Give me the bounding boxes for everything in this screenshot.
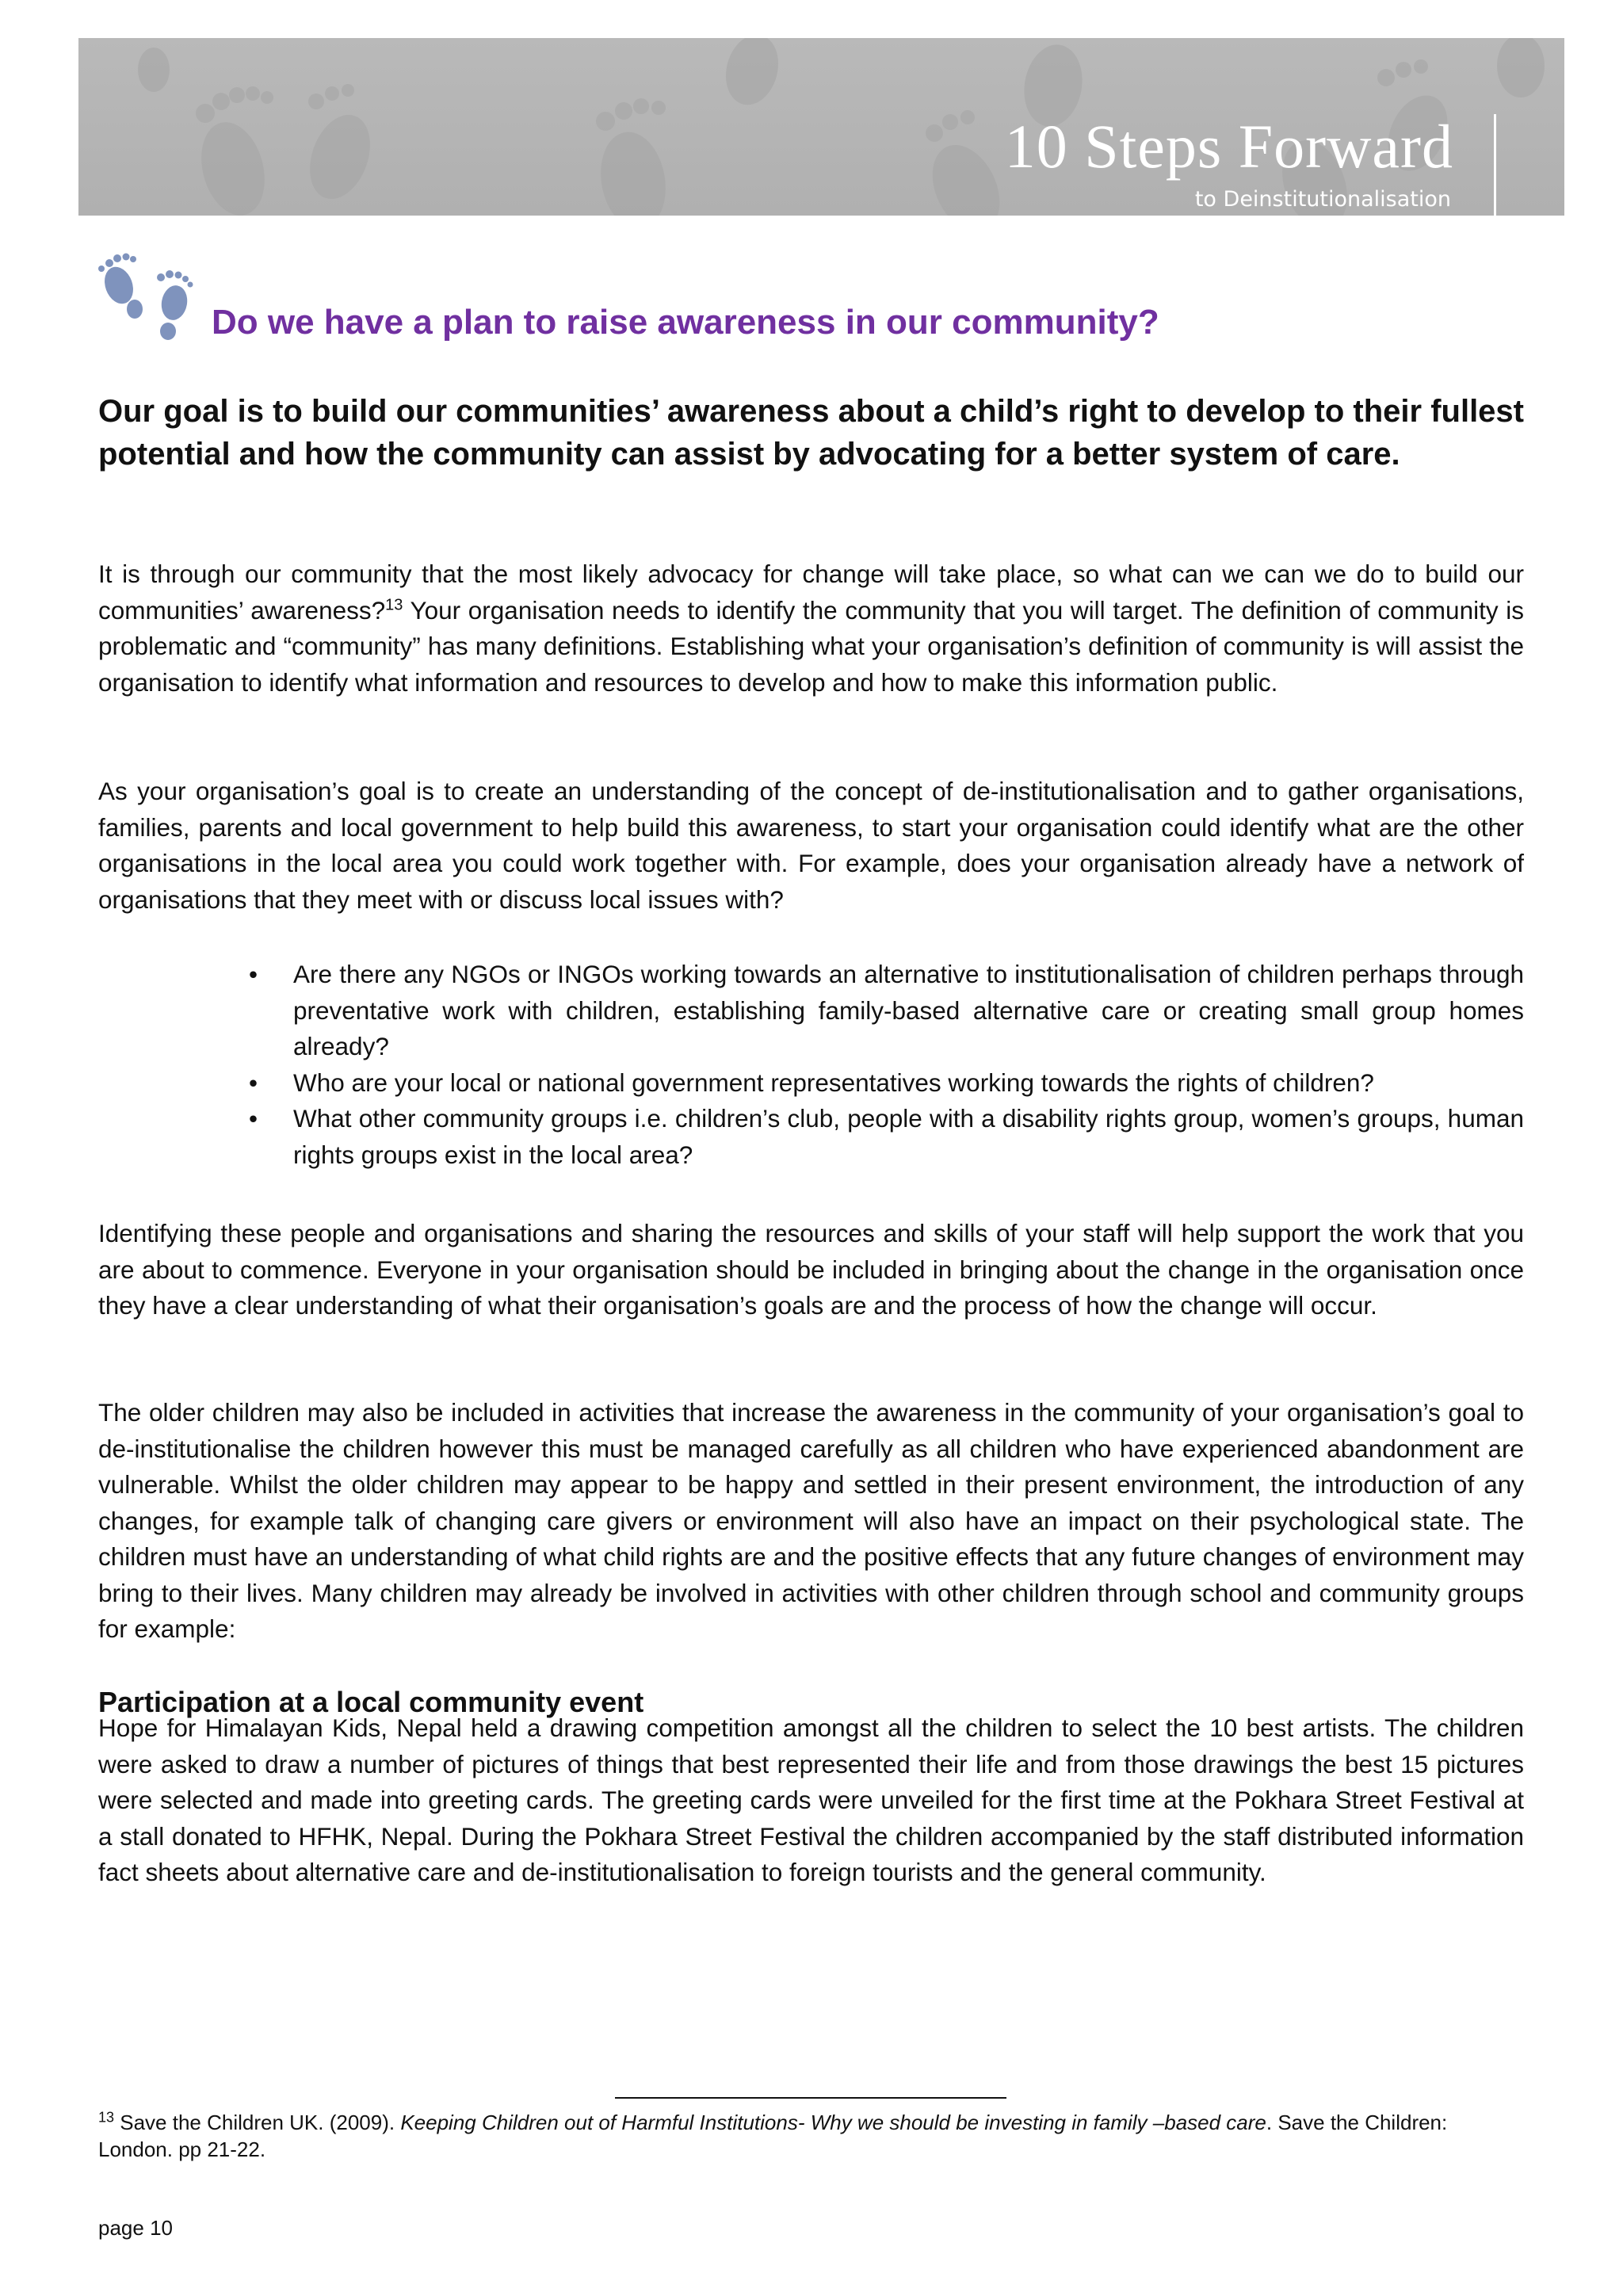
paragraph-4: The older children may also be included in activities that increase the awareness in the community of your organisation’s goal to de-institutionalise the children however this must be managed carefully as all children who have experienced abandonment are vulnerable. Whilst the older children may appear to be happy and settled in their present environment, the introduction of any changes, for example talk of changing care givers or environment will also have an impact on their psychological state. The children must have an understanding of what child rights are and the positive effects that any future changes of environment may bring to their lives. Many children may already be involved in activities with other children through school and community groups for example: (98, 1398, 1524, 1643)
header-banner (78, 38, 1564, 216)
list-item (238, 1101, 1524, 1173)
bullet-marker: • (249, 1104, 258, 1133)
footnote-text-before: Save the Children UK. (2009). (114, 2111, 401, 2134)
section-heading: Do we have a plan to raise awareness in our community? (212, 303, 1159, 342)
list-item-text: Who are your local or national government representatives working towards the rights of children? (293, 1068, 1374, 1097)
footnote-divider (615, 2097, 1006, 2099)
bullet-marker: • (249, 960, 258, 988)
paragraph-3: Identifying these people and organisations and sharing the resources and skills of your staff will help support the work that you are about to commence. Everyone in your organisation should be included in bringing about the change in the organisation once they have a clear understanding of what their organisation’s goals are and the process of how the change will occur. (98, 1219, 1524, 1320)
footnote-reference[interactable]: 13 (385, 596, 403, 613)
footnote-text-after: . Save the Children: London. pp 21-22. (98, 2111, 1448, 2161)
footprints-icon (95, 252, 202, 343)
paragraph-1-text-a: It is through our community that the most likely advocacy for change will take place, so what can we can we do to build our communities’ awareness? (98, 560, 1524, 625)
banner-title: 10 Steps Forward (1004, 112, 1453, 181)
footnote-title: Keeping Children out of Harmful Institutions- Why we should be investing in family –based care (400, 2111, 1266, 2134)
banner-subtitle: to Deinstitutionalisation (1194, 187, 1451, 212)
list-item (238, 957, 1524, 1065)
footnote-number: 13 (98, 2109, 115, 2126)
goal-statement: Our goal is to build our communities’ awareness about a child’s right to develop to their fullest potential and how the community can assist by advocating for a better system of care. (98, 394, 1524, 472)
paragraph-1-text-b: Your organisation needs to identify the community that you will target. The definition of community is problematic and “community” has many definitions. Establishing what your organisation’s definition of community is will assist the organisation to identify what information and resources to develop and how to make this information public. (98, 595, 1524, 697)
bullet-list (238, 957, 1524, 1173)
bullet-marker: • (249, 1068, 258, 1097)
paragraph-2: As your organisation’s goal is to create an understanding of the concept of de-institutionalisation and to gather organisations, families, parents and local government to help build this awareness, to start your organisation could identify what are the other organisations in the local area you could work together with. For example, does your organisation already have a network of organisations that they meet with or discuss local issues with? (98, 777, 1524, 914)
list-item-text: Are there any NGOs or INGOs working towards an alternative to institutionalisation of children perhaps through preventative work with children, establishing family-based alternative care or creating small group homes already? (293, 960, 1524, 1060)
page-number: page 10 (98, 2216, 173, 2240)
list-item-text: What other community groups i.e. children’s club, people with a disability rights group, women’s groups, human rights groups exist in the local area? (293, 1104, 1524, 1169)
paragraph-5: Hope for Himalayan Kids, Nepal held a drawing competition amongst all the children to select the 10 best artists. The children were asked to draw a number of pictures of things that best represented their life and from those drawings the best 15 pictures were selected and made into greeting cards. The greeting cards were unveiled for the first time at the Pokhara Street Festival at a stall donated to HFHK, Nepal. During the Pokhara Street Festival the children accompanied by the staff distributed information fact sheets about alternative care and de-institutionalisation to foreign tourists and the general community. (98, 1713, 1524, 1886)
case-study-heading: Participation at a local community event (98, 1686, 644, 1718)
paragraph-1 (98, 556, 1524, 701)
footnote (98, 2109, 1524, 2163)
list-item (238, 1065, 1524, 1102)
banner-divider (1494, 114, 1496, 216)
